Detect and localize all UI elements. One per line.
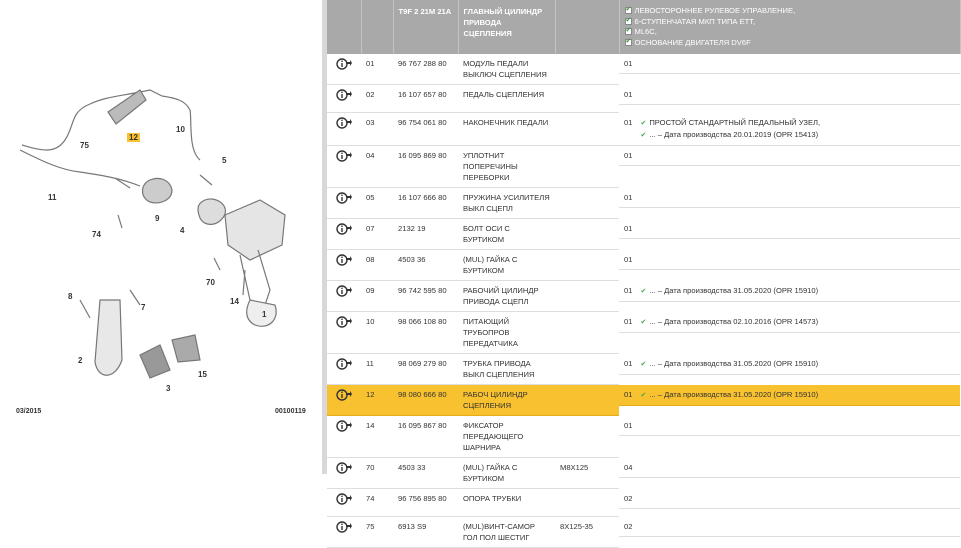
info-arrow-icon[interactable] [336,229,352,238]
row-spec [555,312,619,354]
check-icon: ✔ [640,131,647,139]
table-row[interactable] [327,354,960,385]
row-qty: 01 [624,389,633,399]
row-description: РАБОЧ ЦИЛИНДР СЦЕПЛЕНИЯ [458,385,555,416]
row-description: (MUL) ГАЙКА С БУРТИКОМ [458,458,555,489]
callout-2[interactable]: 2 [78,356,83,365]
row-notes [640,389,818,401]
row-num: 70 [361,458,393,489]
row-part-number: 16 107 657 80 [393,85,458,113]
table-row[interactable] [327,188,960,219]
callout-74[interactable]: 74 [92,230,101,239]
row-part-number: 98 069 279 80 [393,354,458,385]
row-part-number: 98 066 108 80 [393,312,458,354]
row-description: (MUL)ВИНТ-САМОР ГОЛ ПОЛ ШЕСТИГ [458,517,555,548]
row-description: РАБОЧИЙ ЦИЛИНДР ПРИВОДА СЦЕПЛ [458,281,555,312]
row-qty-notes [619,85,960,105]
row-spec [555,54,619,85]
row-info-button[interactable] [327,250,361,281]
row-spec [555,281,619,312]
row-qty: 01 [624,254,633,264]
row-qty-notes [619,385,960,406]
check-icon: ✔ [640,119,647,127]
condition-item: ✔ЛЕВОСТОРОННЕЕ РУЛЕВОЕ УПРАВЛЕНИЕ, [625,6,955,17]
callout-3[interactable]: 3 [166,384,171,393]
parts-table-panel [327,0,960,542]
row-num: 12 [361,385,393,416]
callout-8[interactable]: 8 [68,292,73,301]
row-notes [640,285,818,297]
row-info-button[interactable] [327,281,361,312]
row-qty: 01 [624,285,633,295]
row-qty: 01 [624,150,633,160]
table-row[interactable] [327,281,960,312]
callout-9[interactable]: 9 [155,214,160,223]
callout-11[interactable]: 11 [48,193,57,202]
info-arrow-icon[interactable] [336,123,352,132]
row-spec [555,489,619,517]
row-description: (MUL) ГАЙКА С БУРТИКОМ [458,250,555,281]
row-info-button[interactable] [327,354,361,385]
row-description: НАКОНЕЧНИК ПЕДАЛИ [458,113,555,146]
callout-15[interactable]: 15 [198,370,207,379]
info-arrow-icon[interactable] [336,291,352,300]
row-info-button[interactable] [327,219,361,250]
row-qty: 01 [624,316,633,326]
header-conditions [619,0,960,54]
row-spec [555,85,619,113]
checkbox-icon [625,39,632,46]
row-note: ✔ ПРОСТОЙ СТАНДАРТНЫЙ ПЕДАЛЬНЫЙ УЗЕЛ, [640,117,821,127]
row-qty: 01 [624,89,633,99]
callout-1[interactable]: 1 [262,310,267,319]
row-num: 04 [361,146,393,188]
row-num: 08 [361,250,393,281]
checkbox-icon [625,18,632,25]
check-icon: ✔ [640,391,647,399]
info-arrow-icon[interactable] [336,426,352,435]
header-part-number: T9F 2 21M 21A [393,0,458,54]
table-header-row [327,0,960,54]
diagram-date-code: 03/2015 [16,408,42,415]
callout-4[interactable]: 4 [180,226,185,235]
row-spec [555,188,619,219]
row-note: ✔ ... – Дата производства 31.05.2020 (OPR 15910) [640,285,819,295]
row-num: 74 [361,489,393,517]
table-row[interactable] [327,312,960,354]
row-part-number: 4503 33 [393,458,458,489]
row-info-button[interactable] [327,517,361,548]
row-info-button[interactable] [327,85,361,113]
row-description: ФИКСАТОР ПЕРЕДАЮЩЕГО ШАРНИРА [458,416,555,458]
header-num [361,0,393,54]
row-qty-notes [619,250,960,270]
table-row[interactable] [327,416,960,458]
row-num: 03 [361,113,393,146]
row-qty: 01 [624,358,633,368]
table-row[interactable] [327,385,960,416]
condition-item: ✔6-СТУПЕНЧАТАЯ МКП ТИПА ETT, [625,17,955,28]
checkbox-icon [625,28,632,35]
row-spec: 8X125-35 [555,517,619,548]
row-part-number: 96 742 595 80 [393,281,458,312]
row-qty-notes [619,219,960,239]
row-qty-notes [619,416,960,436]
row-num: 05 [361,188,393,219]
row-qty: 01 [624,223,633,233]
info-arrow-icon[interactable] [336,156,352,165]
row-qty-notes [619,54,960,74]
row-notes [640,358,818,370]
diagram-lines [20,90,285,378]
row-qty: 01 [624,192,633,202]
row-info-button[interactable] [327,489,361,517]
diagram-ref-code: 00100119 [275,408,306,415]
row-qty: 01 [624,59,633,68]
row-part-number: 6913 S9 [393,517,458,548]
row-qty: 02 [624,521,633,531]
row-qty: 01 [624,420,633,430]
row-description: ТРУБКА ПРИВОДА ВЫКЛ СЦЕПЛЕНИЯ [458,354,555,385]
table-row[interactable] [327,458,960,489]
row-qty-notes [619,113,960,146]
row-spec [555,416,619,458]
row-qty-notes [619,312,960,333]
header-description: ГЛАВНЫЙ ЦИЛИНДР ПРИВОДА СЦЕПЛЕНИЯ [458,0,555,54]
callout-10[interactable]: 10 [176,125,185,134]
info-arrow-icon[interactable] [336,64,352,73]
table-row[interactable] [327,250,960,281]
table-row[interactable] [327,113,960,146]
row-num: 07 [361,219,393,250]
row-part-number: 96 756 895 80 [393,489,458,517]
info-arrow-icon[interactable] [336,499,352,508]
row-spec [555,219,619,250]
row-qty-notes [619,281,960,302]
header-spec [555,0,619,54]
callout-75[interactable]: 75 [80,141,89,150]
row-qty-notes [619,489,960,509]
row-spec [555,146,619,188]
check-icon: ✔ [640,287,647,295]
info-arrow-icon[interactable] [336,468,352,477]
row-qty-notes [619,458,960,478]
row-description: УПЛОТНИТ ПОПЕРЕЧИНЫ ПЕРЕБОРКИ [458,146,555,188]
row-info-button[interactable] [327,146,361,188]
row-part-number: 98 080 666 80 [393,385,458,416]
row-part-number: 96 767 288 80 [393,54,458,85]
row-notes [640,117,820,141]
check-icon: ✔ [640,318,647,326]
info-arrow-icon[interactable] [336,527,352,536]
row-num: 02 [361,85,393,113]
diagram-drawing [0,0,322,474]
row-qty-notes [619,517,960,537]
row-qty-notes [619,188,960,208]
row-spec [555,354,619,385]
header-icon-col [327,0,361,54]
row-spec [555,250,619,281]
checkbox-icon [625,7,632,14]
row-description: ПЕДАЛЬ СЦЕПЛЕНИЯ [458,85,555,113]
row-part-number: 16 107 666 80 [393,188,458,219]
row-info-button[interactable] [327,385,361,416]
row-qty: 04 [624,462,633,472]
row-info-button[interactable] [327,458,361,489]
row-info-button[interactable] [327,188,361,219]
row-qty-notes [619,146,960,166]
row-num: 11 [361,354,393,385]
row-part-number: 2132 19 [393,219,458,250]
condition-item: ✔ОСНОВАНИЕ ДВИГАТЕЛЯ DV6F [625,38,955,49]
row-note: ✔ ... – Дата производства 02.10.2016 (OPR 14573) [640,316,819,326]
row-description: ПРУЖИНА УСИЛИТЕЛЯ ВЫКЛ СЦЕПЛ [458,188,555,219]
info-arrow-icon[interactable] [336,260,352,269]
callout-12[interactable]: 12 [129,133,138,142]
row-part-number: 4503 36 [393,250,458,281]
table-row[interactable] [327,54,960,85]
info-arrow-icon[interactable] [336,322,352,331]
row-num: 75 [361,517,393,548]
row-description: МОДУЛЬ ПЕДАЛИ ВЫКЛЮЧ СЦЕПЛЕНИЯ [458,54,555,85]
row-qty-notes [619,354,960,375]
row-info-button[interactable] [327,416,361,458]
row-qty: 01 [624,117,633,127]
callout-5[interactable]: 5 [222,156,227,165]
callout-70[interactable]: 70 [206,278,215,287]
exploded-parts-diagram [0,0,322,474]
row-spec: M8X125 [555,458,619,489]
row-description: БОЛТ ОСИ С БУРТИКОМ [458,219,555,250]
row-note: ✔ ... – Дата производства 31.05.2020 (OPR 15910) [640,358,819,368]
row-spec [555,113,619,146]
table-row[interactable] [327,146,960,188]
check-icon: ✔ [640,360,647,368]
condition-item: ✔ML6C, [625,27,955,38]
row-info-button[interactable] [327,113,361,146]
info-arrow-icon[interactable] [336,198,352,207]
row-notes [640,316,818,328]
info-arrow-icon[interactable] [336,364,352,373]
row-note: ✔ ... – Дата производства 20.01.2019 (OPR 15413) [640,129,819,139]
row-description: ПИТАЮЩИЙ ТРУБОПРОВ ПЕРЕДАТЧИКА [458,312,555,354]
table-row[interactable] [327,489,960,517]
row-num: 01 [361,54,393,85]
row-qty: 02 [624,493,633,503]
parts-table [327,0,961,548]
callout-7[interactable]: 7 [141,303,146,312]
row-num: 09 [361,281,393,312]
table-row[interactable] [327,85,960,113]
row-note: ✔ ... – Дата производства 31.05.2020 (OPR 15910) [640,389,819,399]
row-part-number: 96 754 061 80 [393,113,458,146]
callout-14[interactable]: 14 [230,297,239,306]
row-spec [555,385,619,416]
info-arrow-icon[interactable] [336,395,352,404]
table-row[interactable] [327,517,960,548]
row-info-button[interactable] [327,54,361,85]
row-num: 10 [361,312,393,354]
row-description: ОПОРА ТРУБКИ [458,489,555,517]
row-num: 14 [361,416,393,458]
info-arrow-icon[interactable] [336,95,352,104]
row-part-number: 16 095 867 80 [393,416,458,458]
row-info-button[interactable] [327,312,361,354]
row-part-number: 16 095 869 80 [393,146,458,188]
table-row[interactable] [327,219,960,250]
